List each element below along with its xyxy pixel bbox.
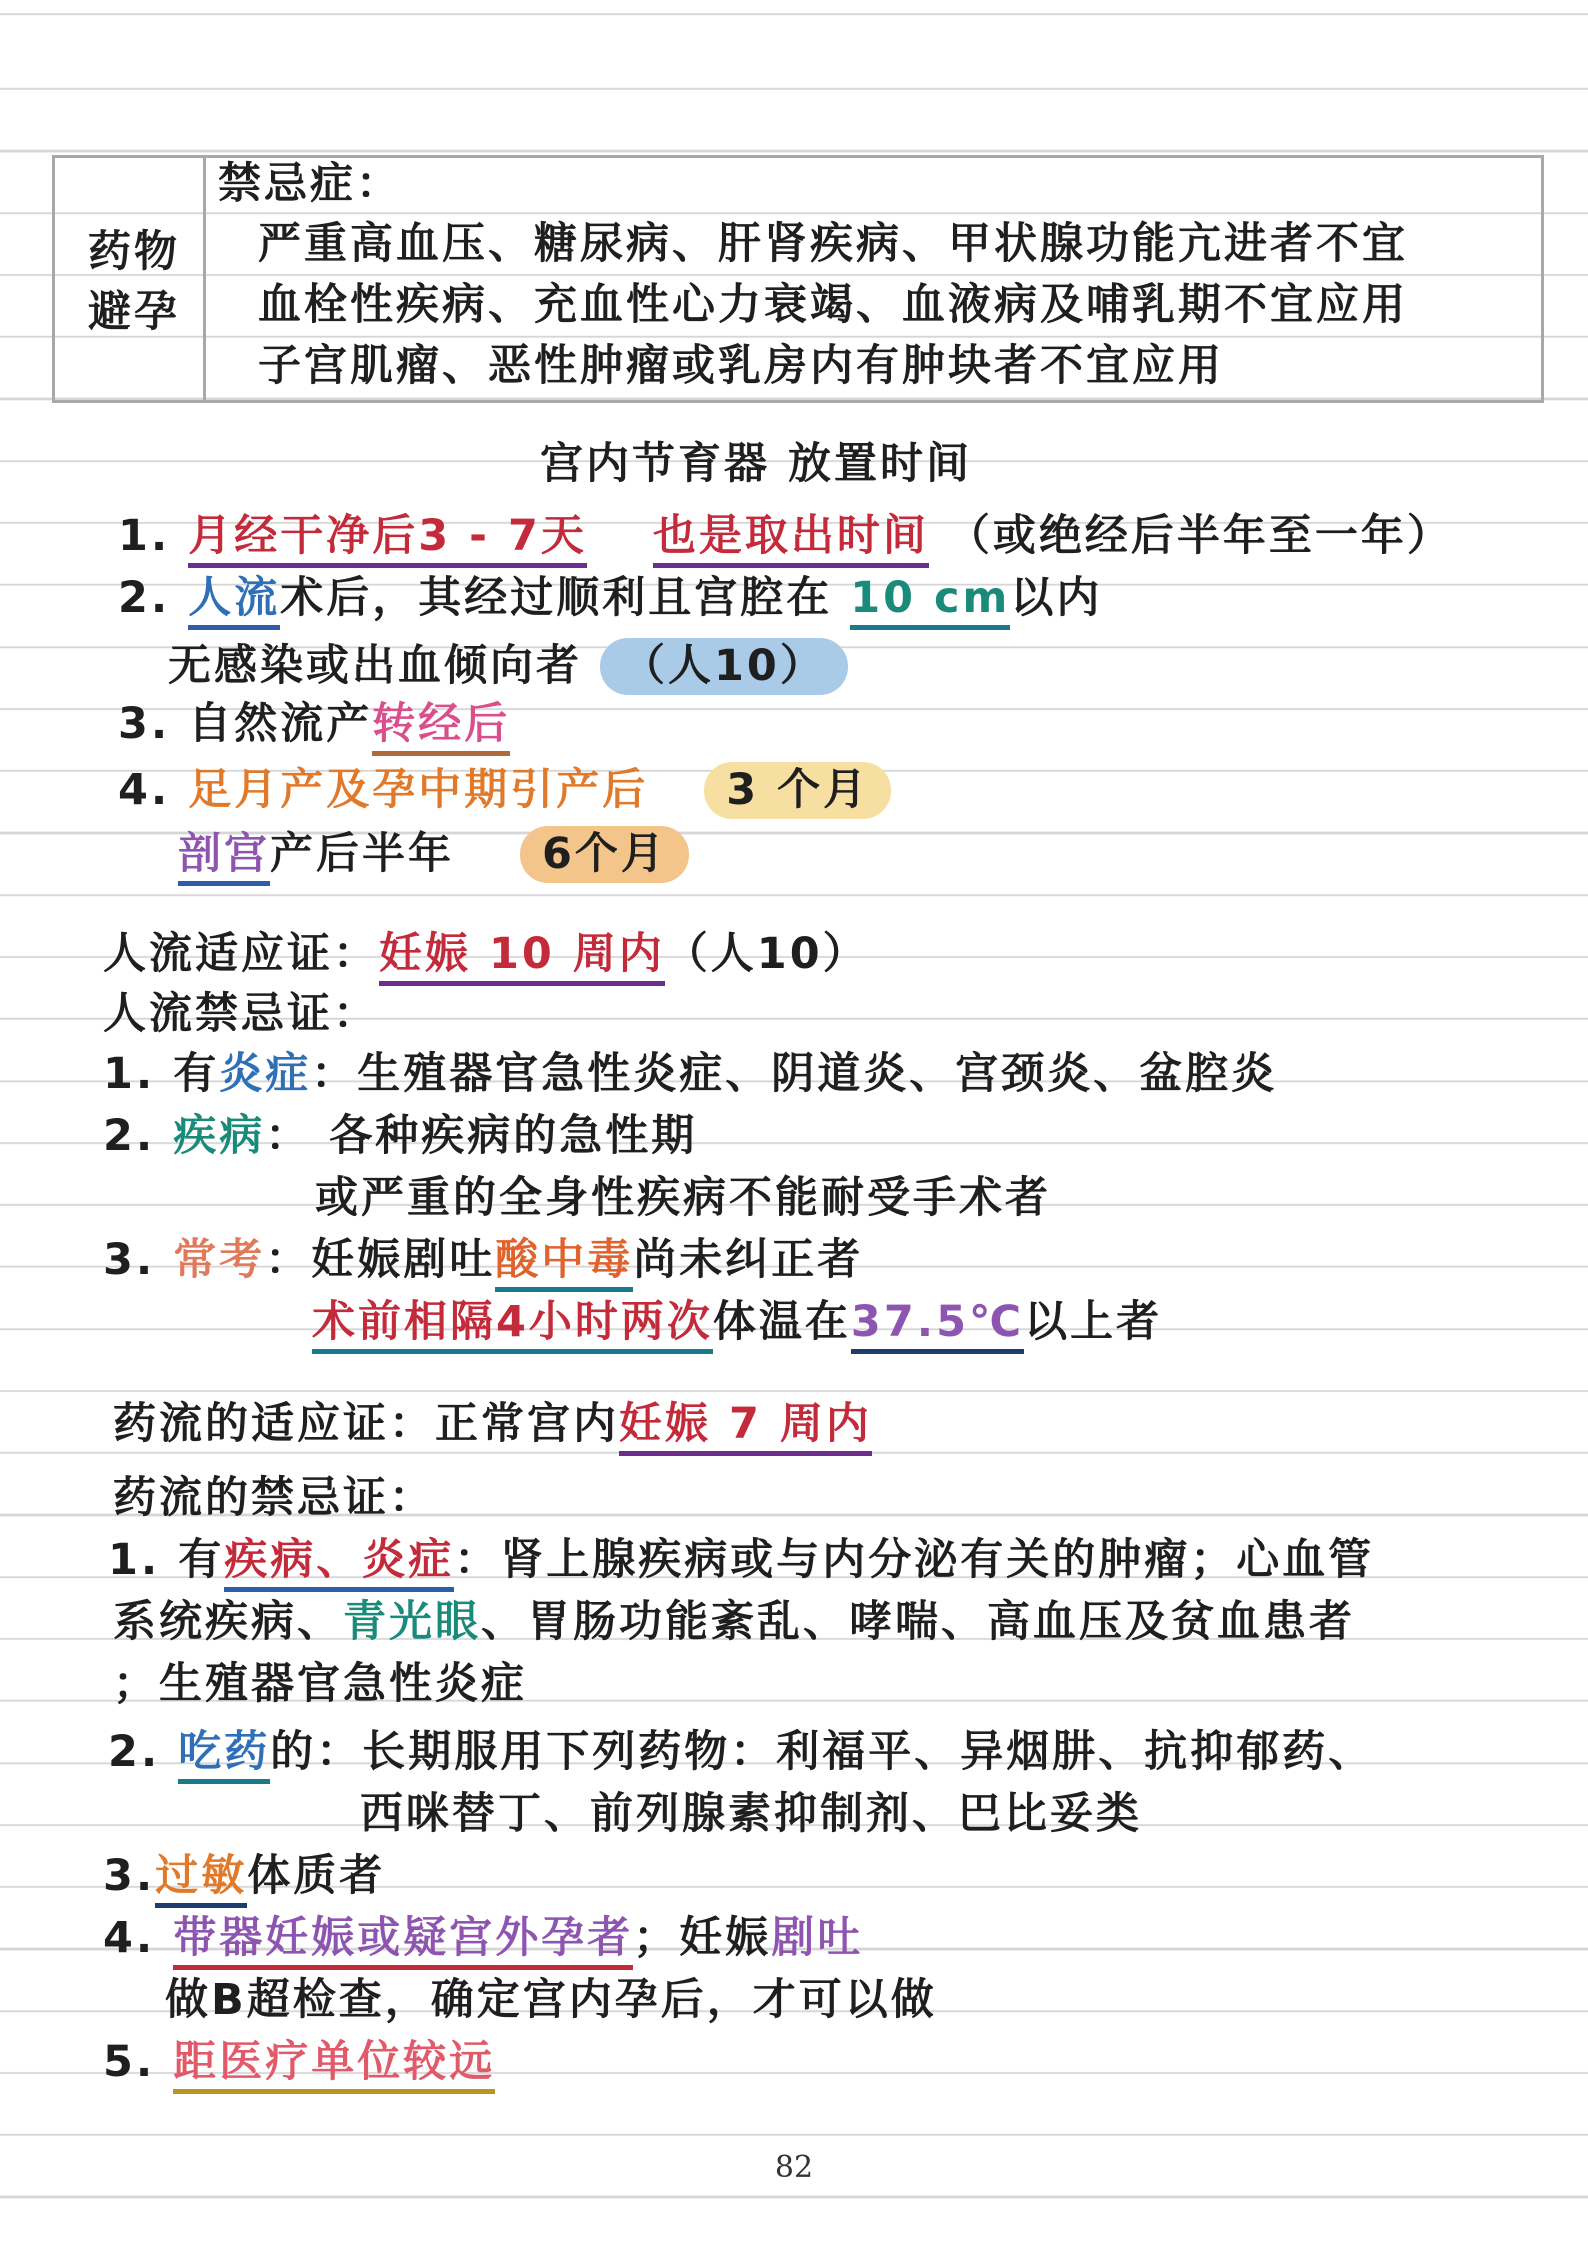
highlight-text: 吃药 bbox=[178, 1727, 270, 1784]
body-text: 以上者 bbox=[1024, 1297, 1163, 1347]
list-item bbox=[103, 1852, 385, 1901]
item-number: 2. bbox=[118, 573, 171, 623]
highlight-pill: （人10） bbox=[600, 638, 848, 695]
highlight-text: 青光眼 bbox=[343, 1597, 481, 1647]
highlight-text: 疾病、 bbox=[224, 1535, 362, 1592]
label-text: 人流适应证： bbox=[103, 929, 379, 979]
page-number: 82 bbox=[774, 2150, 814, 2185]
body-text: ：肾上腺疾病或与内分泌有关的肿瘤；心血管 bbox=[454, 1535, 1375, 1585]
body-text: ；妊娠 bbox=[633, 1913, 772, 1963]
table-line: 血栓性疾病、充血性心力衰竭、血液病及哺乳期不宜应用 bbox=[258, 280, 1408, 330]
highlight-text: 炎症 bbox=[362, 1535, 454, 1592]
table-title: 禁忌症： bbox=[218, 159, 402, 209]
list-item bbox=[118, 512, 1453, 561]
list-item-continuation: 西咪替丁、前列腺素抑制剂、巴比妥类 bbox=[360, 1789, 1142, 1839]
highlight-text: 酸中毒 bbox=[495, 1235, 633, 1292]
indication-line bbox=[103, 930, 869, 979]
body-text: 的：长期服用下列药物：利福平、异烟肼、抗抑郁药、 bbox=[270, 1727, 1375, 1777]
label-text: 药流的适应证：正常宫内 bbox=[113, 1399, 619, 1449]
highlight-text: 妊娠 10 周内 bbox=[379, 929, 665, 986]
body-text: 体质者 bbox=[247, 1851, 386, 1901]
body-text: ：生殖器官急性炎症、阴道炎、宫颈炎、盆腔炎 bbox=[311, 1049, 1278, 1099]
item-number: 4. bbox=[118, 765, 171, 815]
item-number: 3. bbox=[118, 699, 171, 749]
highlight-text: 37.5℃ bbox=[851, 1297, 1024, 1354]
body-text: 体温在 bbox=[712, 1297, 851, 1347]
body-text: 以内 bbox=[1010, 573, 1103, 623]
list-item-continuation bbox=[312, 1298, 1162, 1347]
item-number: 3. bbox=[103, 1235, 156, 1285]
highlight-text: 10 cm bbox=[850, 573, 1010, 630]
indication-line bbox=[113, 1400, 872, 1449]
list-item bbox=[108, 1536, 1374, 1585]
highlight-text: 炎症 bbox=[219, 1049, 312, 1099]
item-number: 1. bbox=[118, 511, 171, 561]
item-number: 2. bbox=[103, 1111, 156, 1161]
highlight-text: 剖宫 bbox=[178, 829, 270, 886]
contraindication-title: 药流的禁忌证： bbox=[113, 1473, 435, 1523]
list-item-continuation bbox=[178, 826, 689, 883]
highlight-text: 术前相隔4小时两次 bbox=[312, 1297, 713, 1354]
list-item-continuation: 做B超检查，确定宫内孕后，才可以做 bbox=[165, 1975, 937, 2025]
table-row-header-1: 药物 bbox=[88, 227, 180, 277]
list-item-continuation bbox=[168, 638, 848, 695]
highlight-text: 足月产及孕中期引产后 bbox=[188, 765, 649, 815]
item-number: 4. bbox=[103, 1913, 156, 1963]
highlight-text: 距医疗单位较远 bbox=[173, 2037, 495, 2094]
highlight-text: 妊娠 7 周内 bbox=[619, 1399, 872, 1456]
table-line: 严重高血压、糖尿病、肝肾疾病、甲状腺功能亢进者不宜 bbox=[258, 219, 1408, 269]
table-line: 子宫肌瘤、恶性肿瘤或乳房内有肿块者不宜应用 bbox=[258, 341, 1224, 391]
body-text: 尚未纠正者 bbox=[633, 1235, 864, 1285]
item-number: 1. 有 bbox=[103, 1049, 220, 1099]
table-row-header-2: 避孕 bbox=[88, 287, 180, 337]
highlight-pill: 3 个月 bbox=[704, 762, 891, 819]
item-number: 2. bbox=[108, 1727, 161, 1777]
highlight-text: 也是取出时间 bbox=[653, 511, 929, 568]
list-item bbox=[103, 1914, 863, 1963]
highlight-text: 疾病 bbox=[173, 1111, 266, 1161]
note-text: （或绝经后半年至一年） bbox=[946, 511, 1453, 561]
highlight-text: 带器 bbox=[173, 1913, 265, 1970]
body-text: ： 各种疾病的急性期 bbox=[265, 1111, 698, 1161]
list-item bbox=[108, 1728, 1374, 1777]
body-text: 自然流产 bbox=[188, 699, 373, 749]
body-text: ：妊娠剧吐 bbox=[265, 1235, 496, 1285]
list-item-continuation: ；生殖器官急性炎症 bbox=[113, 1659, 527, 1709]
list-item bbox=[118, 700, 510, 749]
highlight-pill: 6个月 bbox=[520, 826, 689, 883]
body-text: 术后，其经过顺利且宫腔在 bbox=[280, 573, 833, 623]
list-item bbox=[118, 574, 1102, 623]
body-text: 系统疾病、 bbox=[113, 1597, 343, 1647]
list-item bbox=[118, 762, 891, 819]
highlight-text: 转经后 bbox=[372, 699, 510, 756]
list-item bbox=[103, 1050, 1277, 1099]
body-text: 无感染或出血倾向者 bbox=[168, 641, 582, 691]
highlight-text: 妊娠或疑宫外孕者 bbox=[265, 1913, 633, 1970]
highlight-text: 剧吐 bbox=[771, 1913, 864, 1963]
highlight-text: 月经干净后3 - 7天 bbox=[188, 511, 587, 568]
highlight-text: 人流 bbox=[188, 573, 280, 630]
contraindication-title: 人流禁忌证： bbox=[103, 989, 379, 1039]
body-text: 产后半年 bbox=[270, 829, 454, 879]
section-heading: 宫内节育器 放置时间 bbox=[540, 439, 972, 489]
list-item bbox=[103, 2038, 495, 2087]
note-text: （人10） bbox=[664, 929, 869, 979]
list-item bbox=[103, 1236, 863, 1285]
body-text: 、胃肠功能紊乱、哮喘、高血压及贫血患者 bbox=[481, 1597, 1355, 1647]
item-number: 1. 有 bbox=[108, 1535, 225, 1585]
table-divider bbox=[203, 158, 206, 400]
list-item-continuation bbox=[113, 1598, 1355, 1647]
item-number: 5. bbox=[103, 2037, 156, 2087]
item-number: 3. bbox=[103, 1851, 156, 1901]
list-item-continuation: 或严重的全身性疾病不能耐受手术者 bbox=[315, 1173, 1051, 1223]
highlight-text: 常考 bbox=[173, 1235, 266, 1285]
list-item bbox=[103, 1112, 697, 1161]
highlight-text: 过敏 bbox=[155, 1851, 247, 1908]
